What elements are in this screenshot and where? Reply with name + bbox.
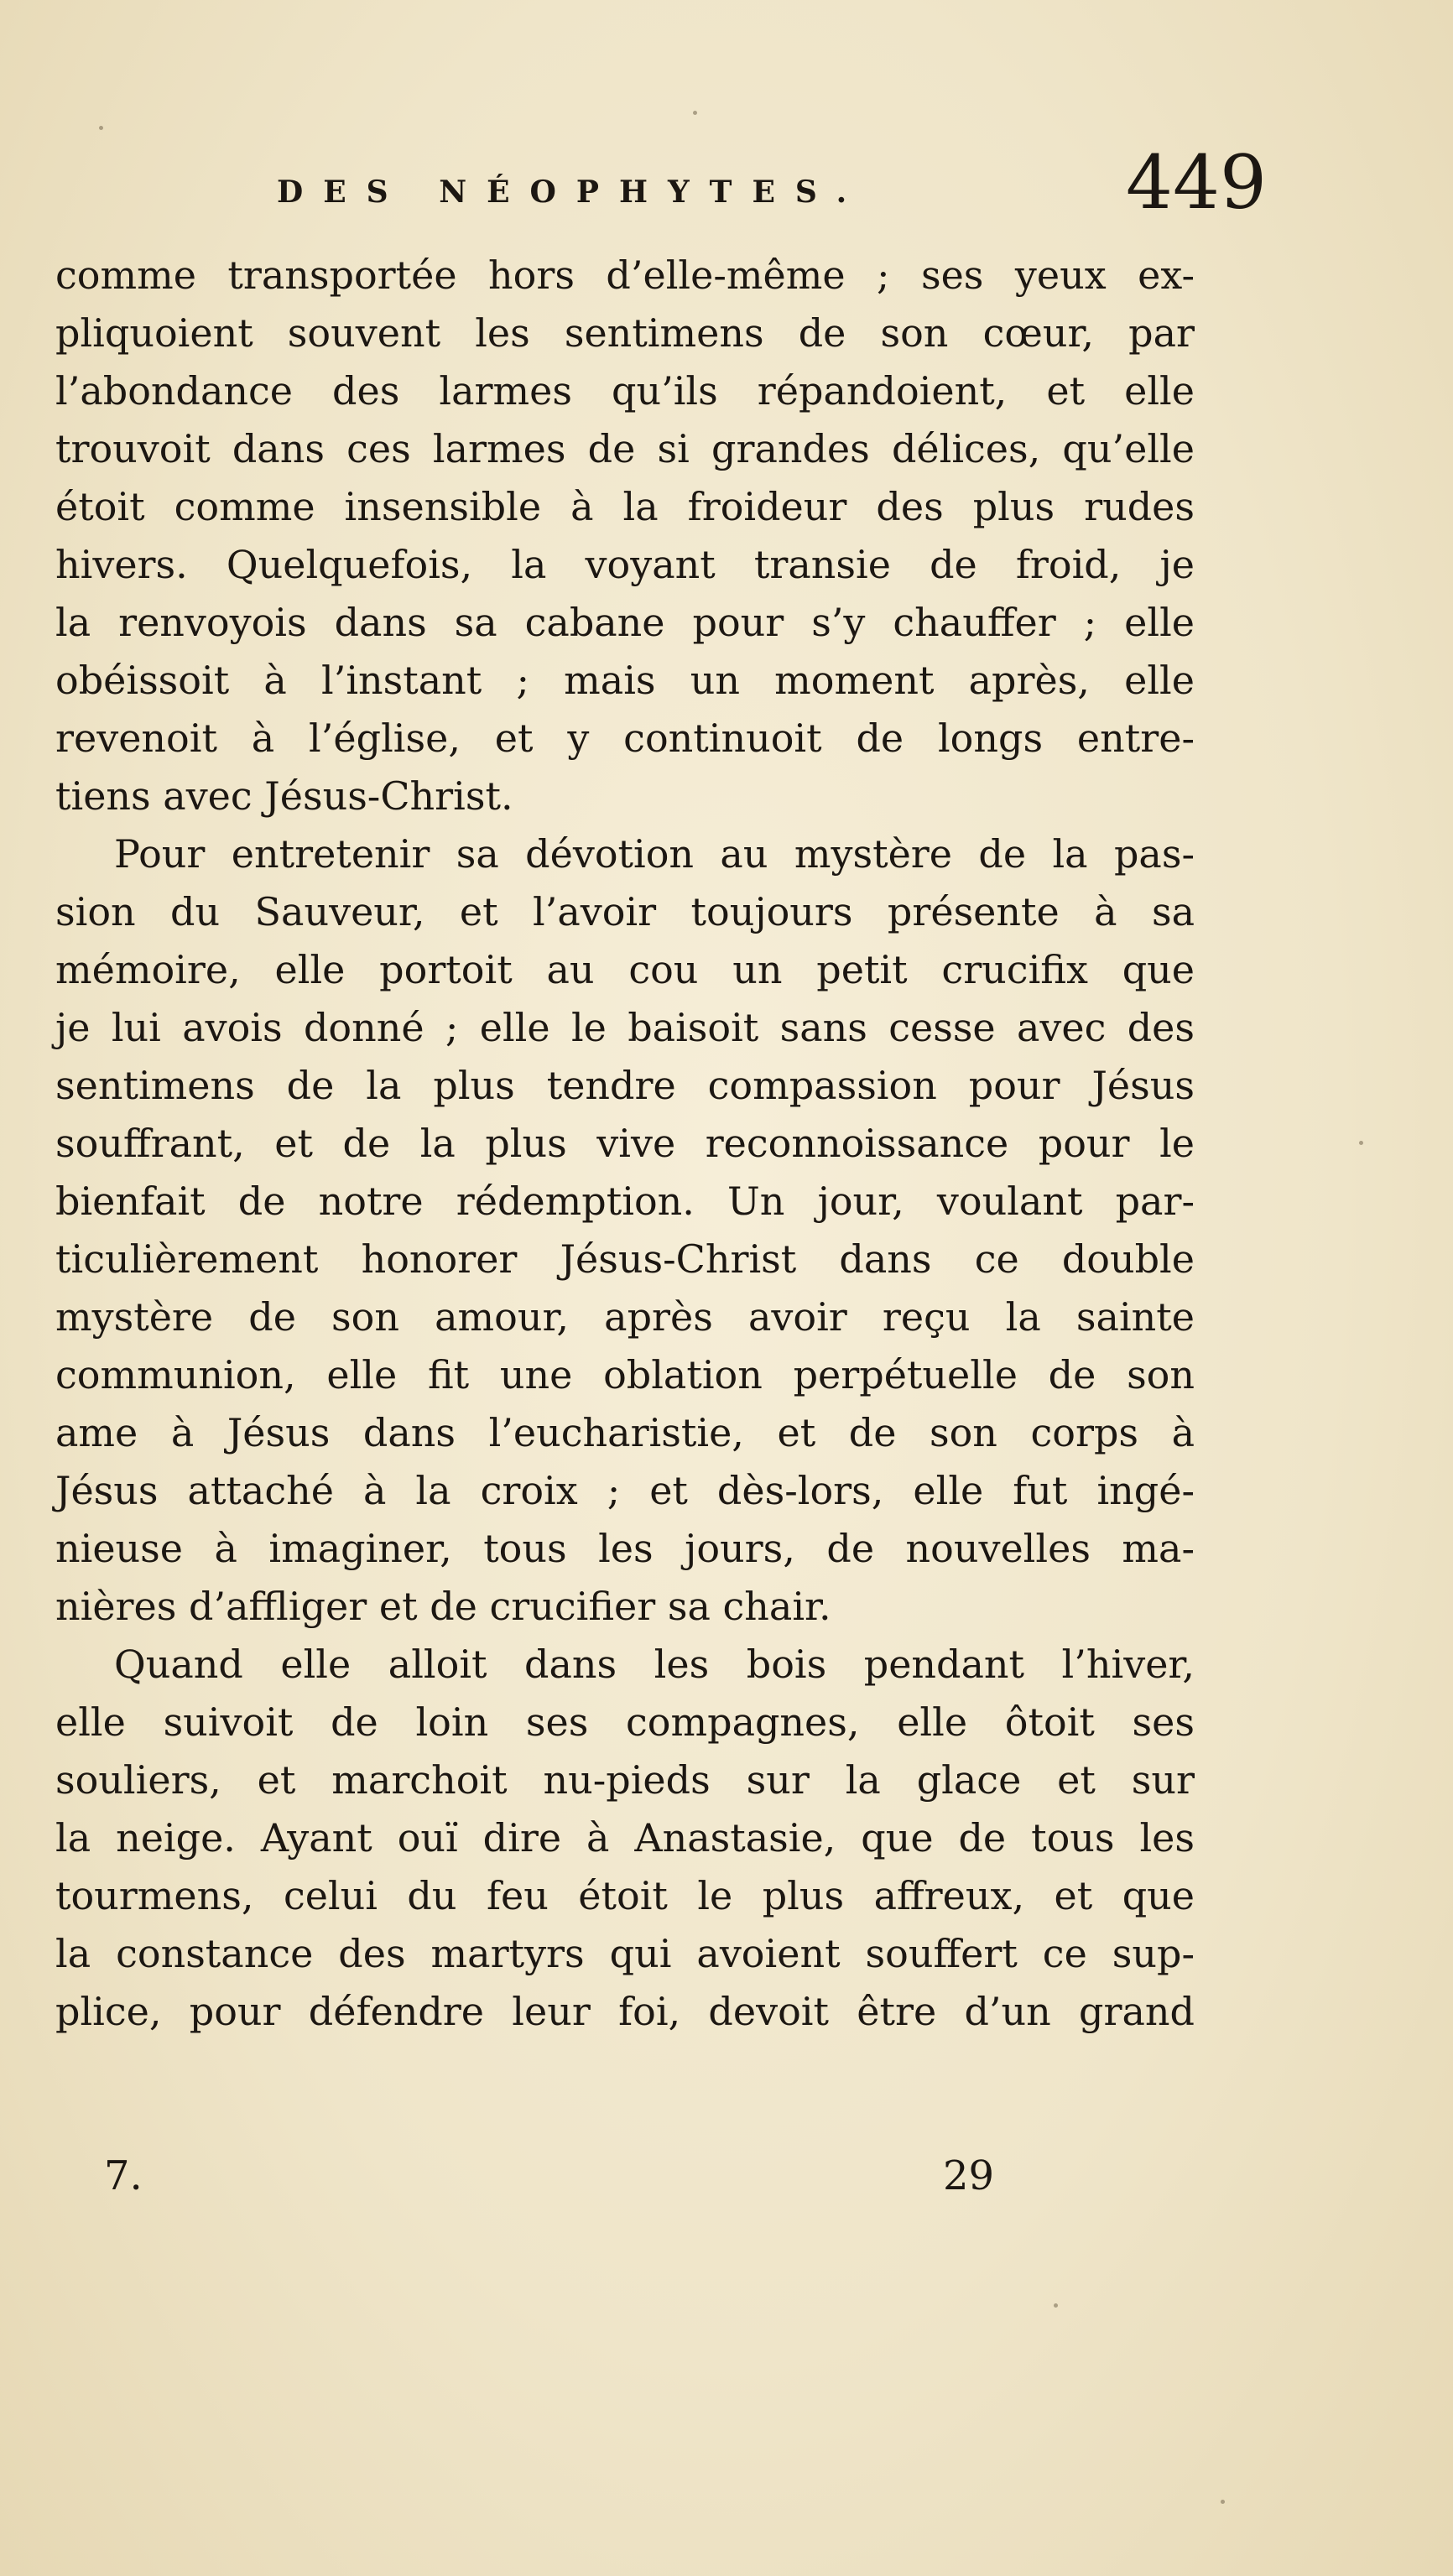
text-line: mémoire, elle portoit au cou un petit crucifix que: [55, 947, 1195, 992]
text-line: nieuse à imaginer, tous les jours, de nouvelles ma-: [55, 1526, 1195, 1571]
text-line: revenoit à l’église, et y continuoit de longs entre-: [55, 716, 1195, 761]
running-title: DES NÉOPHYTES.: [277, 174, 867, 210]
text-line: sion du Sauveur, et l’avoir toujours présente à sa: [55, 889, 1195, 934]
text-line: souliers, et marchoit nu-pieds sur la glace et sur: [55, 1757, 1195, 1803]
text-line: hivers. Quelquefois, la voyant transie de froid, je: [55, 542, 1195, 587]
text-line: communion, elle fit une oblation perpétuelle de son: [55, 1352, 1195, 1397]
text-line: mystère de son amour, après avoir reçu la sainte: [55, 1294, 1195, 1340]
text-line: sentimens de la plus tendre compassion pour Jésus: [55, 1063, 1195, 1108]
text-line: Jésus attaché à la croix ; et dès-lors, elle fut ingé-: [55, 1468, 1195, 1513]
text-line: tourmens, celui du feu étoit le plus affreux, et que: [55, 1873, 1195, 1918]
text-line: étoit comme insensible à la froideur des plus rudes: [55, 484, 1195, 529]
text-line: tiens avec Jésus-Christ.: [55, 773, 513, 819]
text-line: ticulièrement honorer Jésus-Christ dans ce double: [55, 1236, 1195, 1282]
paper-speck: [1359, 1141, 1363, 1145]
text-line: la constance des martyrs qui avoient souffert ce sup-: [55, 1931, 1195, 1976]
text-line: bienfait de notre rédemption. Un jour, voulant par-: [55, 1179, 1195, 1224]
folio-number: 29: [943, 2152, 995, 2199]
text-line: nières d’affliger et de crucifier sa chair.: [55, 1584, 831, 1629]
text-line: trouvoit dans ces larmes de si grandes délices, qu’elle: [55, 426, 1195, 471]
paper-speck: [1054, 2303, 1058, 2308]
paper-speck: [99, 126, 103, 130]
running-head: [277, 141, 1267, 242]
paper-speck: [693, 111, 697, 115]
text-line: comme transportée hors d’elle-même ; ses yeux ex-: [55, 252, 1195, 298]
text-line: souffrant, et de la plus vive reconnoissance pour le: [55, 1121, 1195, 1166]
text-line: la neige. Ayant ouï dire à Anastasie, que de tous les: [55, 1815, 1195, 1860]
text-line: plice, pour défendre leur foi, devoit être d’un grand: [55, 1989, 1195, 2034]
signature-mark: 7.: [104, 2152, 143, 2199]
text-line: l’abondance des larmes qu’ils répandoient, et elle: [55, 368, 1195, 414]
text-line: Quand elle alloit dans les bois pendant l’hiver,: [114, 1642, 1195, 1687]
text-line: obéissoit à l’instant ; mais un moment après, elle: [55, 658, 1195, 703]
text-line: la renvoyois dans sa cabane pour s’y chauffer ; elle: [55, 600, 1195, 645]
text-line: je lui avois donné ; elle le baisoit sans cesse avec des: [55, 1005, 1195, 1050]
text-line: ame à Jésus dans l’eucharistie, et de son corps à: [55, 1410, 1195, 1455]
text-line: Pour entretenir sa dévotion au mystère de la pas-: [114, 831, 1195, 877]
body-text: [55, 247, 1195, 2041]
text-line: pliquoient souvent les sentimens de son cœur, par: [55, 310, 1195, 356]
page-number: 449: [1126, 139, 1267, 226]
text-line: elle suivoit de loin ses compagnes, elle ôtoit ses: [55, 1699, 1195, 1745]
paper-speck: [1221, 2500, 1225, 2504]
